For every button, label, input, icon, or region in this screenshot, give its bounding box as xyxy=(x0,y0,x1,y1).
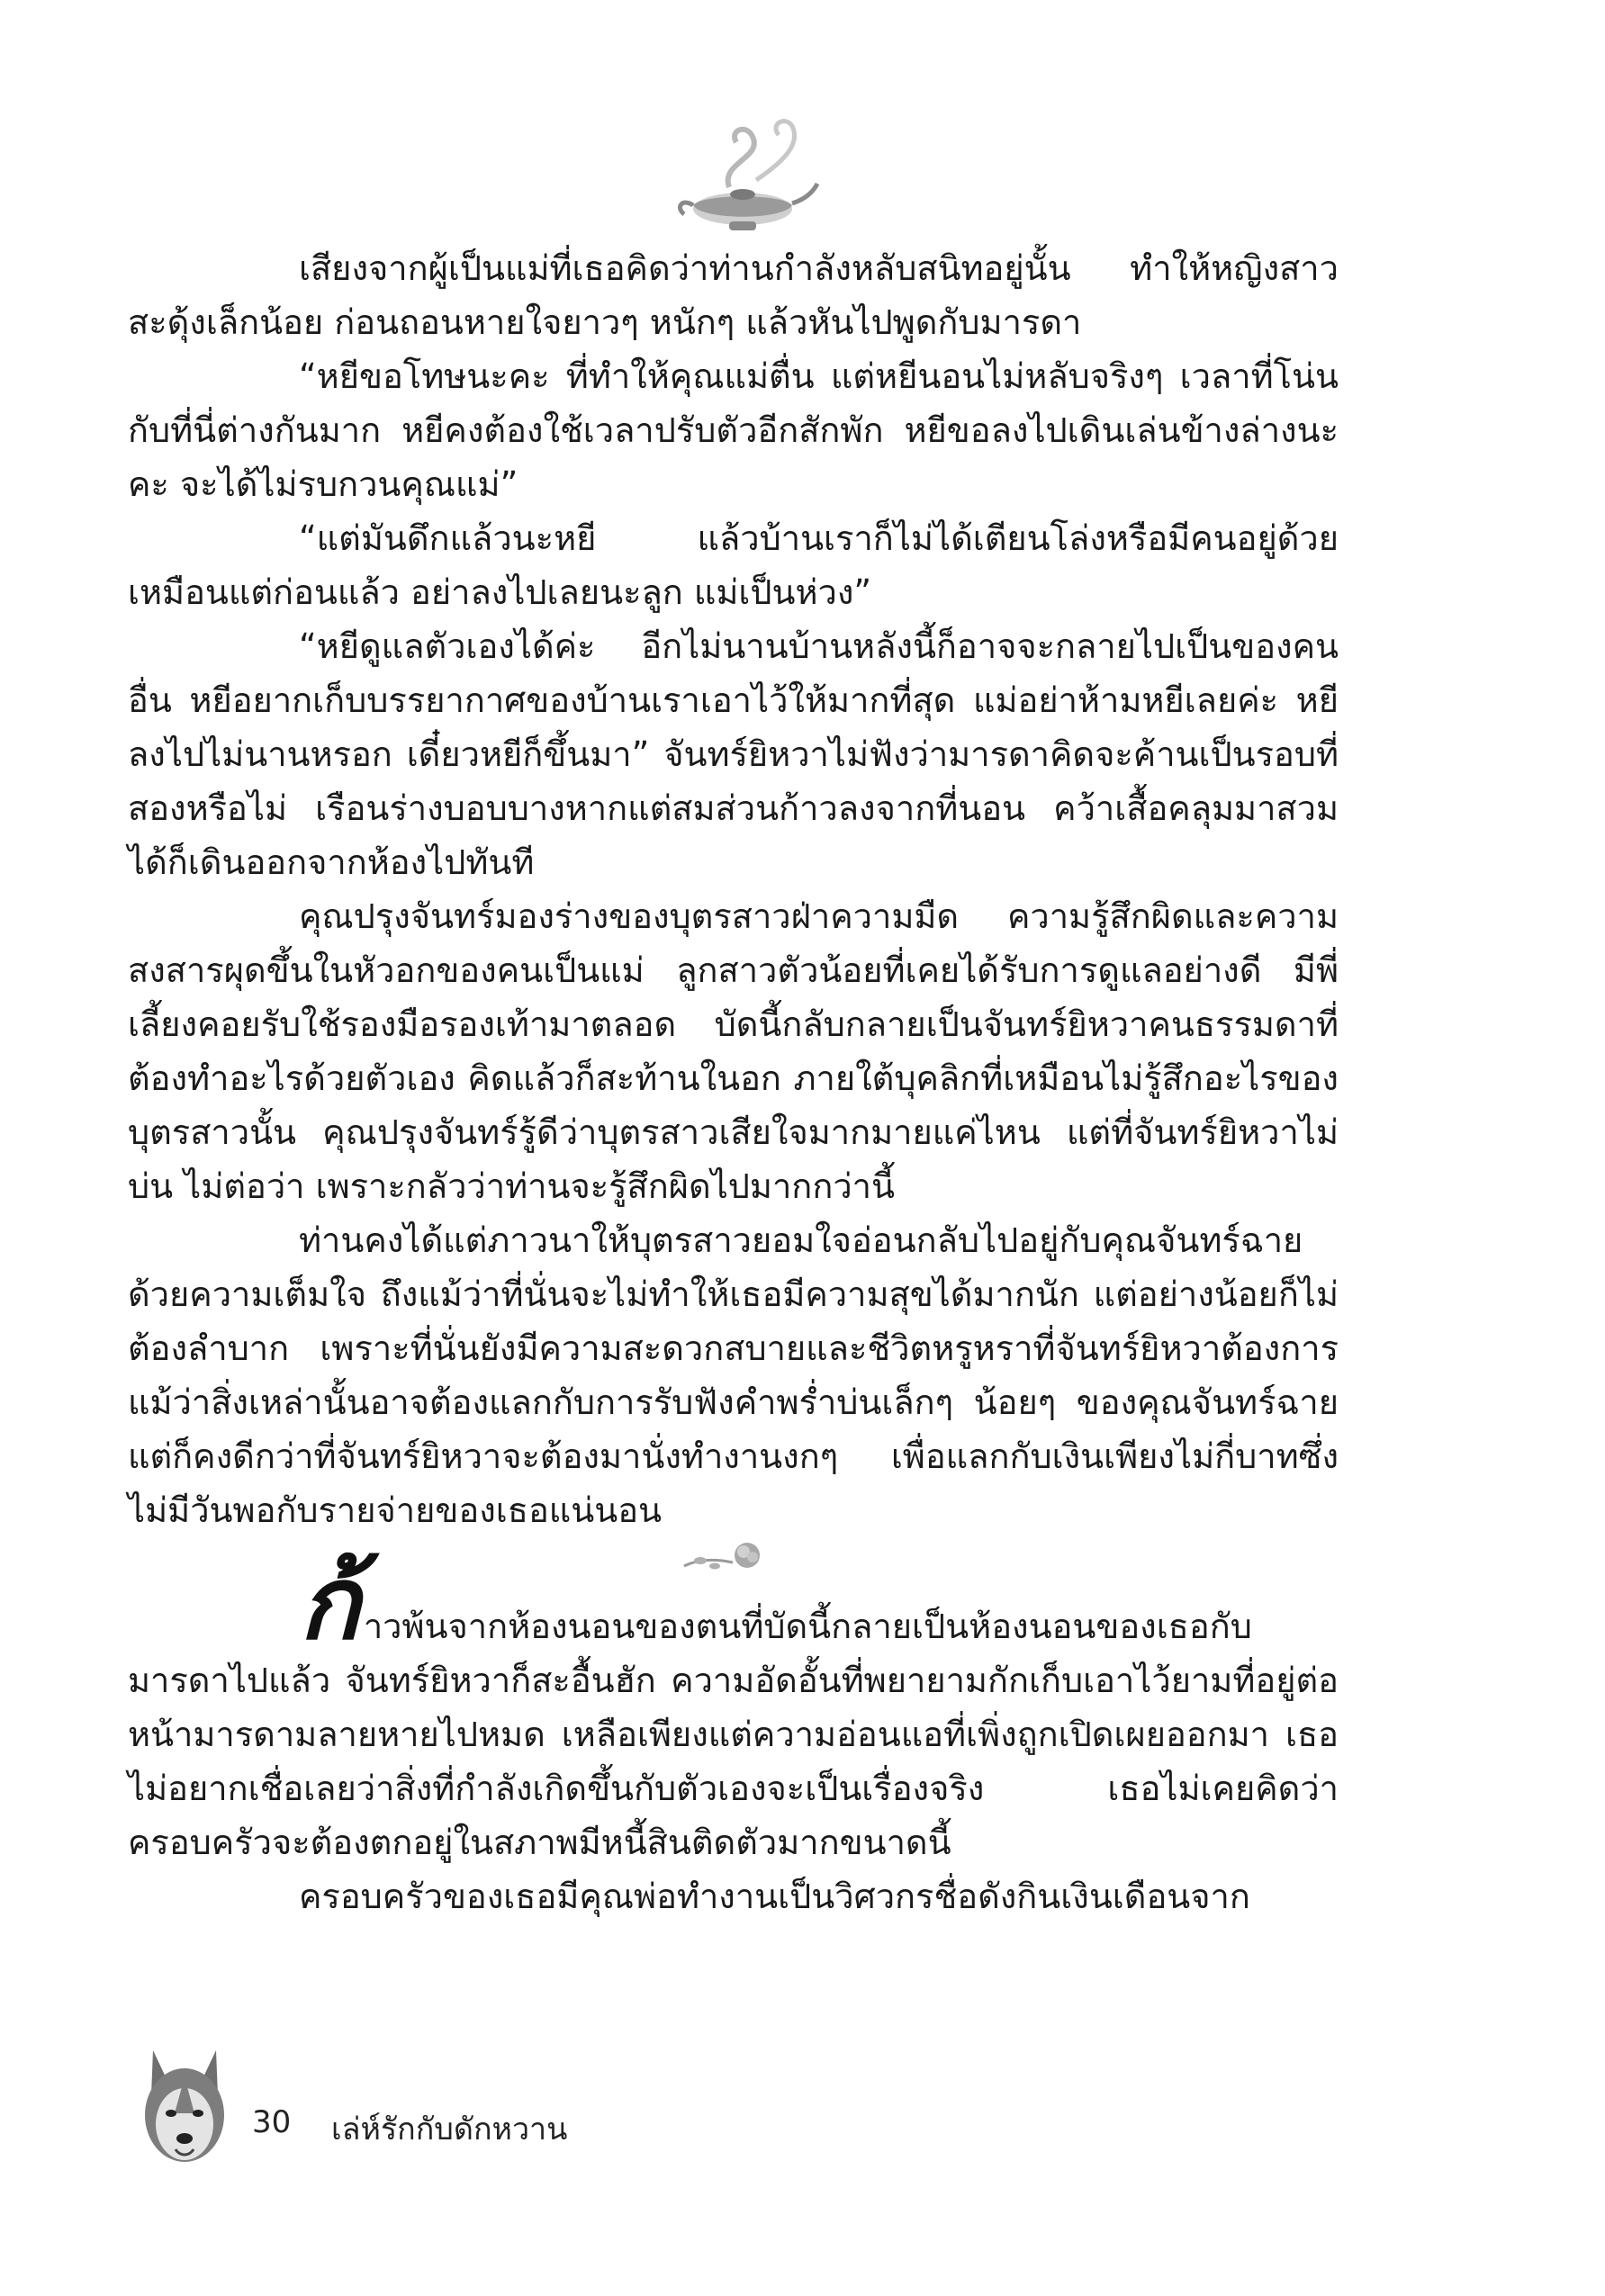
dropcap-letter: ก้ xyxy=(299,1544,360,1662)
dropcap-paragraph xyxy=(128,1544,1339,1869)
page-footer xyxy=(135,2041,765,2185)
paragraph: คุณปรุงจันทร์มองร่างของบุตรสาวฝ่าความมืด ความรู้สึกผิดและความสงสารผุดขึ้นในหัวอกของคนเป็นแม่ ลูกสาวตัวน้อยที่เคยได้รับการดูแลอย่างดี มีพี่เลี้ยงคอยรับใช้รองมือรองเท้ามาตลอด บัดนี้กลับกลายเป็นจันทร์ยิหวาคนธรรมดาที่ต้องทำอะไรด้วยตัวเอง คิดแล้วก็สะท้านในอก ภายใต้บุคลิกที่เหมือนไม่รู้สึกอะไรของบุตรสาวนั้น คุณปรุงจันทร์รู้ดีว่าบุตรสาวเสียใจมากมายแค่ไหน แต่ที่จันทร์ยิหวาไม่บ่น ไม่ต่อว่า เพราะกลัวว่าท่านจะรู้สึกผิดไปมากกว่านี้ xyxy=(128,896,1339,1206)
paragraph: เสียงจากผู้เป็นแม่ที่เธอคิดว่าท่านกำลังหลับสนิทอยู่นั้น ทำให้หญิงสาวสะดุ้งเล็กน้อย ก่อนถอนหายใจยาวๆ หนักๆ แล้วหันไปพูดกับมารดา xyxy=(128,248,1339,342)
genie-lamp-icon xyxy=(666,108,819,243)
paragraph: “แต่มันดึกแล้วนะหยี แล้วบ้านเราก็ไม่ได้เตียนโล่งหรือมีคนอยู่ด้วยเหมือนแต่ก่อนแล้ว อย่าลงไปเลยนะลูก แม่เป็นห่วง” xyxy=(128,518,1339,612)
body-text xyxy=(128,241,1339,1923)
page-number: 30 xyxy=(252,2104,292,2140)
flower-icon xyxy=(681,1539,771,1577)
paragraph: ท่านคงได้แต่ภาวนาให้บุตรสาวยอมใจอ่อนกลับไปอยู่กับคุณจันทร์ฉายด้วยความเต็มใจ ถึงแม้ว่าที่นั่นจะไม่ทำให้เธอมีความสุขได้มากนัก แต่อย่างน้อยก็ไม่ต้องลำบาก เพราะที่นั่นยังมีความสะดวกสบายและชีวิตหรูหราที่จันทร์ยิหวาต้องการ แม้ว่าสิ่งเหล่านั้นอาจต้องแลกกับการรับฟังคำพร่ำบ่นเล็กๆ น้อยๆ ของคุณจันทร์ฉาย แต่ก็คงดีกว่าที่จันทร์ยิหวาจะต้องมานั่งทำงานงกๆ เพื่อแลกกับเงินเพียงไม่กี่บาทซึ่งไม่มีวันพอกับรายจ่ายของเธอแน่นอน xyxy=(128,1220,1339,1530)
dropcap-paragraph-text: าวพ้นจากห้องนอนของตนที่บัดนี้กลายเป็นห้องนอนของเธอกับมารดาไปแล้ว จันทร์ยิหวาก็สะอื้นฮัก ความอัดอั้นที่พยายามกักเก็บเอาไว้ยามที่อยู่ต่อหน้ามารดามลายหายไปหมด เหลือเพียงแต่ความอ่อนแอที่เพิ่งถูกเปิดเผยออกมา เธอไม่อยากเชื่อเลยว่าสิ่งที่กำลังเกิดขึ้นกับตัวเองจะเป็นเรื่องจริง เธอไม่เคยคิดว่าครอบครัวจะต้องตกอยู่ในสภาพมีหนี้สินติดตัวมากขนาดนี้ xyxy=(128,1607,1339,1862)
paragraph: “หยีขอโทษนะคะ ที่ทำให้คุณแม่ตื่น แต่หยีนอนไม่หลับจริงๆ เวลาที่โน่นกับที่นี่ต่างกันมาก หยีคงต้องใช้เวลาปรับตัวอีกสักพัก หยีขอลงไปเดินเล่นข้างล่างนะคะ จะได้ไม่รบกวนคุณแม่” xyxy=(128,356,1339,504)
paragraph: “หยีดูแลตัวเองได้ค่ะ อีกไม่นานบ้านหลังนี้ก็อาจจะกลายไปเป็นของคนอื่น หยีอยากเก็บบรรยากาศของบ้านเราเอาไว้ให้มากที่สุด แม่อย่าห้ามหยีเลยค่ะ หยีลงไปไม่นานหรอก เดี๋ยวหยีก็ขึ้นมา” จันทร์ยิหวาไม่ฟังว่ามารดาคิดจะค้านเป็นรอบที่สองหรือไม่ เรือนร่างบอบบางหากแต่สมส่วนก้าวลงจากที่นอน คว้าเสื้อคลุมมาสวมได้ก็เดินออกจากห้องไปทันที xyxy=(128,626,1339,882)
paragraph: ครอบครัวของเธอมีคุณพ่อทำงานเป็นวิศวกรชื่อดังกินเงินเดือนจาก xyxy=(299,1877,1250,1916)
husky-dog-icon xyxy=(135,2041,234,2176)
book-title: เล่ห์รักกับดักหวาน xyxy=(331,2111,568,2147)
